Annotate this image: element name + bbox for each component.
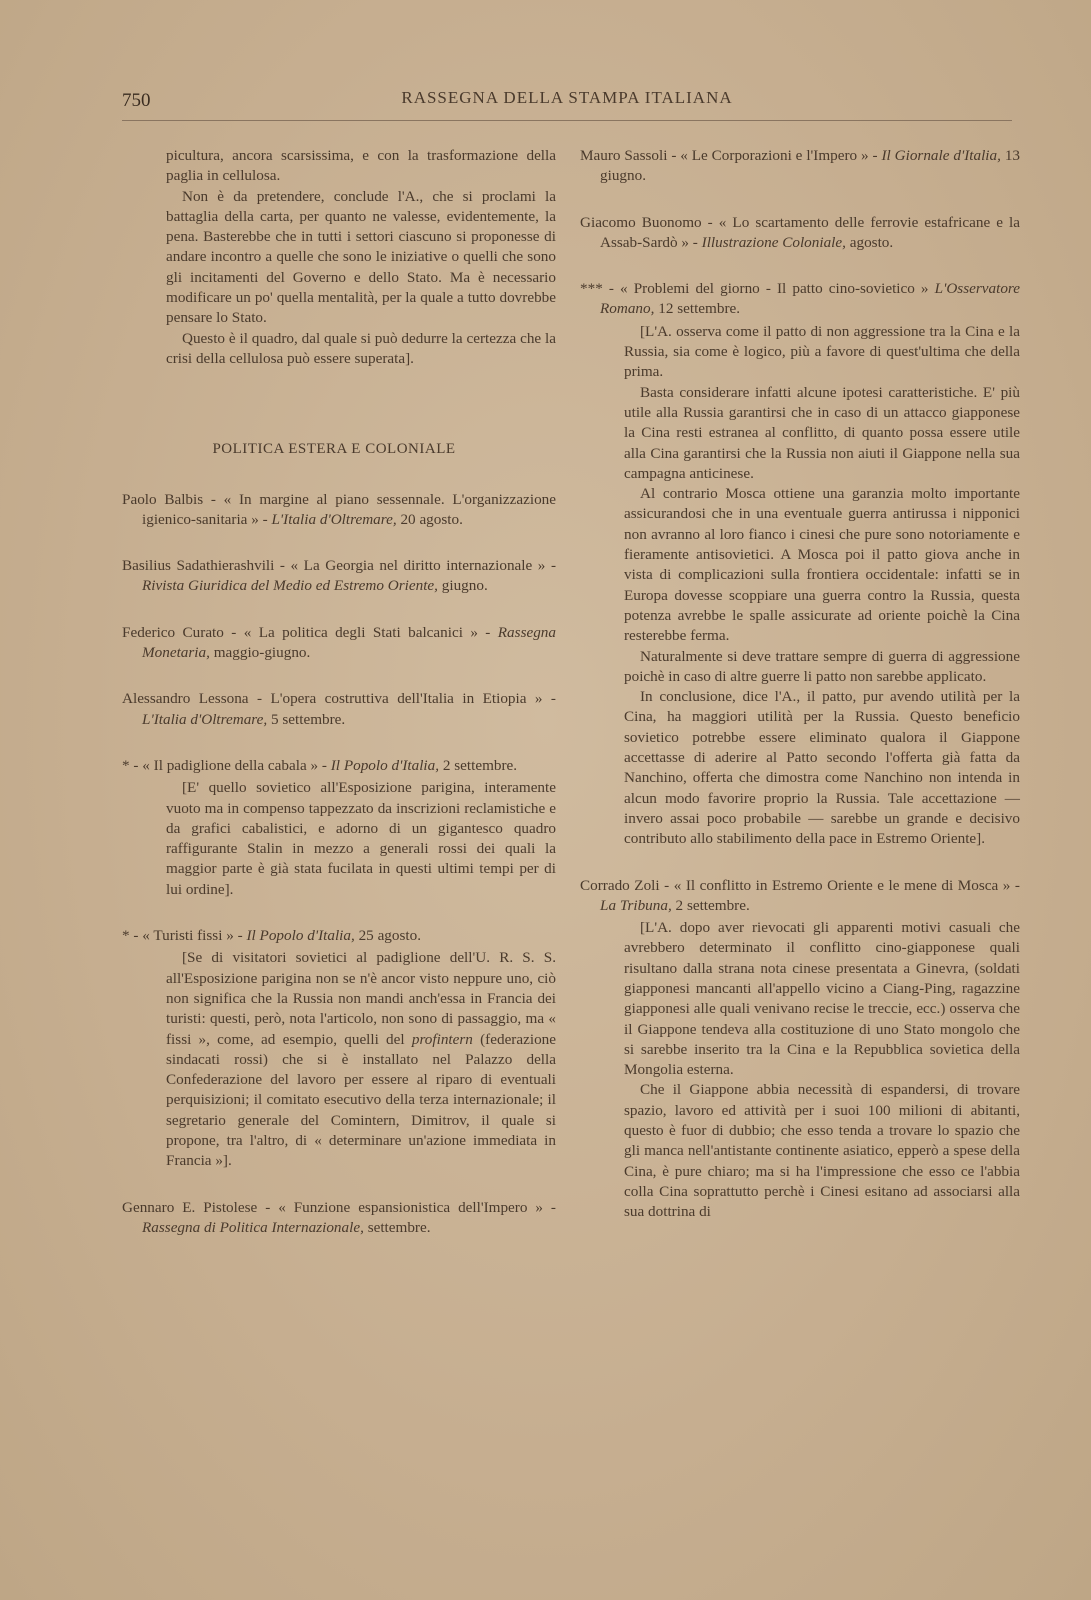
comment-paragraph: Basta considerare infatti alcune ipotesi caratteristiche. E' più utile alla Russia garantirsi che in caso di un attacco giapponese la Cina resti estranea al conflitto, di quanto possa essere utile alla Cina garantirsi che la Russia non aiuti il Giappone nella sua campagna anticinese.	[624, 383, 1020, 482]
page-header	[122, 86, 1012, 116]
comment-paragraph: [Se di visitatori sovietici al padiglione dell'U. R. S. S. all'Esposizione parigina non se n'è ancor visto neppure uno, ciò non significa che la Russia non mandi anch'essa in Francia dei turisti: questi, però, nota l'articolo, non sono di passaggio, ma « fissi », come, ad esempio, quelli del profintern (federazione sindacati rossi) che si è installato nel Palazzo della Confederazione del lavoro per essere al riparo di eventuali perquisizioni; il comitato esecutivo della terza internazionale; il segretario generale del Comintern, Dimitrov, il quale si propone, tra l'altro, di « determinare un'azione immediata in Francia »].	[166, 949, 556, 1170]
comment-paragraph: [L'A. osserva come il patto di non aggressione tra la Cina e la Russia, sia come è logico, più a favore di quest'ultima che della prima.	[624, 322, 1020, 381]
continuation-paragraph: picultura, ancora scarsissima, e con la trasformazione della paglia in cellulosa.	[166, 147, 556, 185]
comment-paragraph: [E' quello sovietico all'Esposizione parigina, interamente vuoto ma in compenso tappezzato da inscrizioni reclamistiche e da grafici cabalistici, e adorno di un gigantesco quadro raffigurante Stalin in mezzo a generali rossi dei quali la maggior parte è già stata fucilata in questi ultimi tempi per di lui ordine].	[166, 779, 556, 898]
continuation-paragraph: Non è da pretendere, conclude l'A., che si proclami la battaglia della carta, per quanto ne valesse, evidentemente, la pena. Basterebbe che in tutti i settori ciascuno si proponesse di andare incontro a quelle che sono le iniziative o quelli che sono gli incitamenti del Governo e dello Stato. Ma è necessario modificare un po' quella mentalità, per la quale a tutto dovrebbe pensare lo Stato.	[166, 187, 556, 327]
entry-comment	[166, 948, 556, 1171]
continuation-block	[166, 146, 556, 369]
right-column	[580, 146, 1020, 1249]
comment-paragraph: In conclusione, dice l'A., il patto, pur avendo utilità per la Cina, ha maggiori utilità per la Russia. Questo beneficio sovietico potrebbe essere eliminato qualora il Giappone accettasse di aderire al Patto secondo l'offerta già fatta da Nanchino, offerta che dimostra come Nanchino non intenda in alcun modo favorire proprio la Russia. Tale accettazione — invero assai poco probabile — sarebbe un grande e decisivo contributo allo stabilimento della pace in Estremo Oriente].	[624, 688, 1020, 848]
page-number: 750	[122, 90, 151, 111]
bibliography-entry: Mauro Sassoli - « Le Corporazioni e l'Impero » - Il Giornale d'Italia, 13 giugno.	[580, 147, 1021, 185]
entry-comment	[624, 322, 1020, 850]
bibliography-entry: Alessandro Lessona - L'opera costruttiva dell'Italia in Etiopia » - L'Italia d'Oltremare, 5 settembre.	[122, 690, 556, 728]
bibliography-entry: Gennaro E. Pistolese - « Funzione espansionistica dell'Impero » - Rassegna di Politica Internazionale, settembre.	[122, 1198, 556, 1236]
entry-comment	[624, 918, 1020, 1222]
comment-paragraph: Al contrario Mosca ottiene una garanzia molto importante assicurandosi che in una eventuale guerra antirussa i nipponici non avranno al loro fianco i cinesi che pure sono notoriamente e fieramente antisovietici. A Mosca poi il patto giova anche in vista di complicazioni sulla frontiera occidentale: infatti se in Europa dovesse scoppiare una guerra contro la Russia, questa potenza avrebbe le spalle assicurate ad oriente poichè la Cina resterebbe ferma.	[624, 485, 1020, 645]
bibliography-entry: Paolo Balbis - « In margine al piano sessennale. L'organizzazione igienico-sanitaria » - L'Italia d'Oltremare, 20 agosto.	[122, 490, 556, 528]
bibliography-entry: Giacomo Buonomo - « Lo scartamento delle ferrovie estafricane e la Assab-Sardò » - Illustrazione Coloniale, agosto.	[580, 213, 1020, 251]
comment-paragraph: Naturalmente si deve trattare sempre di guerra di aggressione poichè in caso di altre guerre li patto non sarebbe applicato.	[624, 647, 1020, 685]
bibliography-entry: Corrado Zoli - « Il conflitto in Estremo Oriente e le mene di Mosca » - La Tribuna, 2 settembre.	[580, 876, 1020, 914]
bibliography-entry: Basilius Sadathierashvili - « La Georgia nel diritto internazionale » - Rivista Giuridica del Medio ed Estremo Oriente, giugno.	[122, 557, 556, 595]
comment-paragraph: Che il Giappone abbia necessità di espandersi, di trovare spazio, lavoro ed attività per i suoi 100 milioni di abitanti, questo è fuor di dubbio; che esso tenda a trovare lo spazio che gli manca nell'antistante continente asiatico, epperò a spese della Cina, è pure chiaro; ma si ha l'impressione che esso ce l'abbia colla Cina soprattutto perchè i Cinesi esitano ad associarsi alla sua dottrina di	[624, 1081, 1020, 1221]
bibliography-entry: *** - « Problemi del giorno - Il patto cino-sovietico » L'Osservatore Romano, 12 settembre.	[580, 280, 1020, 318]
section-heading: POLITICA ESTERA E COLONIALE	[212, 441, 456, 458]
comment-paragraph: [L'A. dopo aver rievocati gli apparenti motivi casuali che avrebbero determinato il conflitto cino-giapponese quali risultano dalla strana nota cinese presentata a Ginevra, (soldati giapponesi mancanti all'appello vicino a Ciang-Ping, ragazzine giapponesi alle quali venivano recise le treccie, ecc.) osserva che il Giappone tendeva alla costituzione di uno Stato mongolo che si sarebbe inserito tra la Cina e la Repubblica sovietica della Mongolia esterna.	[624, 919, 1020, 1079]
running-title: RASSEGNA DELLA STAMPA ITALIANA	[401, 88, 733, 107]
bibliography-entry: * - « Turisti fissi » - Il Popolo d'Italia, 25 agosto.	[122, 927, 422, 945]
continuation-paragraph: Questo è il quadro, dal quale si può dedurre la certezza che la crisi della cellulosa può essere superata].	[166, 329, 556, 367]
header-rule	[122, 120, 1012, 121]
bibliography-entry: Federico Curato - « La politica degli Stati balcanici » - Rassegna Monetaria, maggio-giugno.	[122, 623, 556, 662]
left-column	[122, 146, 556, 1264]
bibliography-entry: * - « Il padiglione della cabala » - Il Popolo d'Italia, 2 settembre.	[122, 756, 518, 774]
entry-comment	[166, 778, 556, 900]
